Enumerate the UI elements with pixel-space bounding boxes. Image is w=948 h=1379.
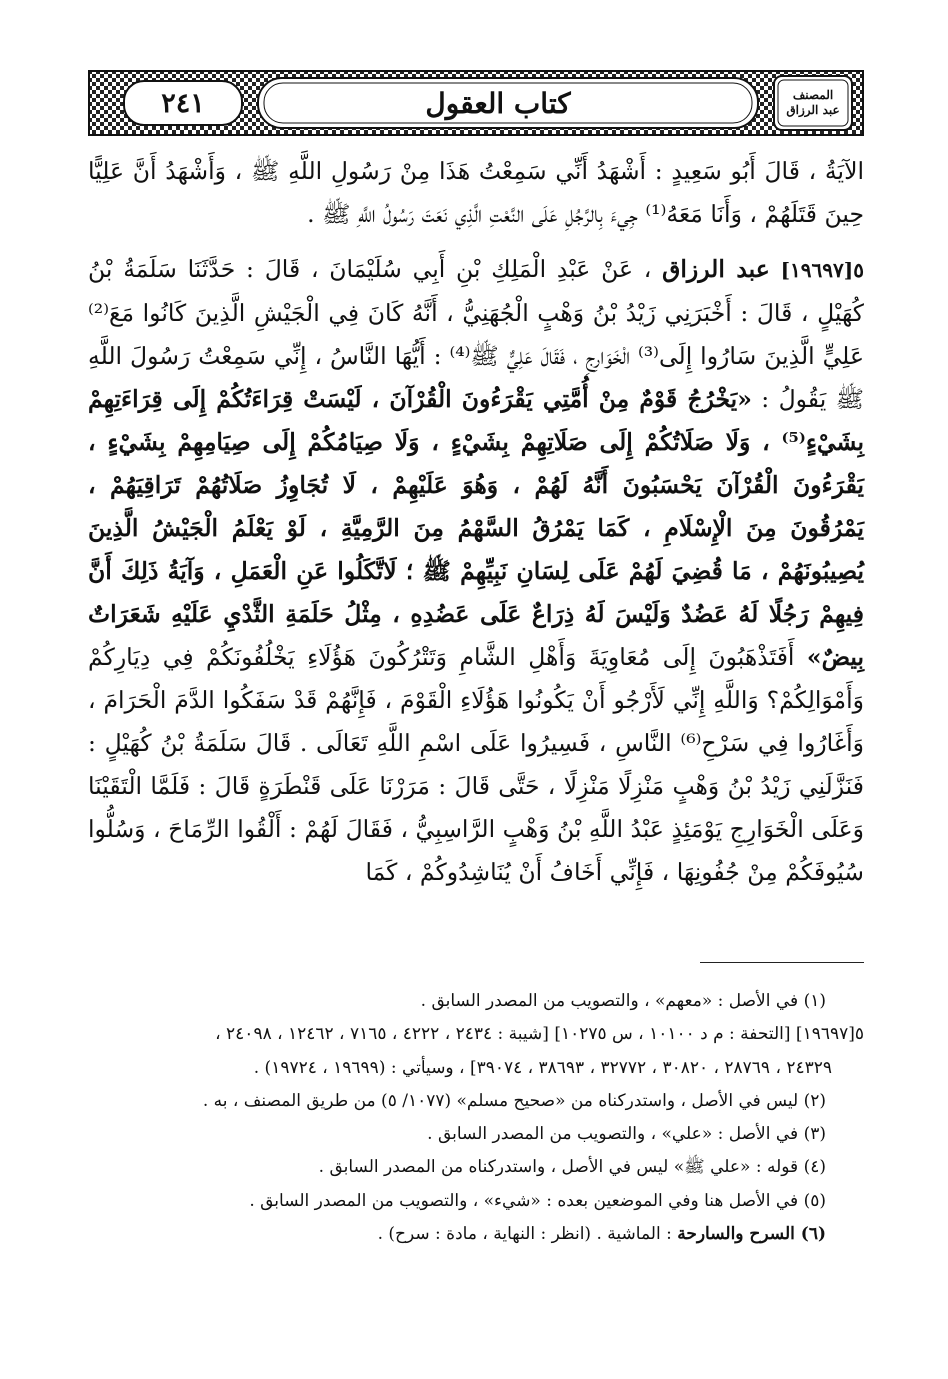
- footnote-2: (٢) ليس في الأصل ، واستدركناه من «صحيح مسلم» (١٠٧٧/ ٥) من طريق المصنف ، به .: [202, 1090, 826, 1111]
- book-emblem: [778, 79, 848, 127]
- paragraph-1: الآيَةُ ، قَالَ أَبُو سَعِيدٍ : أَشْهَدُ أَنِّي سَمِعْتُ هَذَا مِنْ رَسُولِ اللَّهِ ﷺ ، وَأَشْهَدُ أَنَّ عَلِيًّا حِينَ قَتَلَهُمْ ، وَأَنَا مَعَهُ⁽¹⁾ جِيءَ بِالرَّجُلِ عَلَى النَّعْتِ الَّذِي نَعَتَ رَسُولُ اللَّهِ ﷺ .: [88, 157, 864, 228]
- footnote-3: (٣) في الأصل : «علي» ، والتصويب من المصدر السابق .: [427, 1124, 826, 1145]
- footnote-takhrij-line-1: ٥[١٩٦٩٧] [التحفة : م د ١٠١٠٠ ، س ١٠٢٧٥] [شيبة : ٢٤٣٤ ، ٤٢٢٢ ، ٧١٦٥ ، ١٢٤٦٢ ، ٢٤٠٩٨ ،: [215, 1024, 864, 1045]
- footnote-5: (٥) في الأصل هنا وفي الموضعين بعده : «شيء» ، والتصويب من المصدر السابق .: [249, 1190, 826, 1211]
- page-number: ٢٤١: [161, 87, 205, 119]
- hadith-continuation: أَفَتَذْهَبُونَ إِلَى مُعَاوِيَةَ وَأَهْلِ الشَّامِ وَتَتْرُكُونَ هَؤُلَاءِ يَخْلُفُونَكُمْ فِي دِيَارِكُمْ وَأَمْوَالِكُمْ؟ وَاللَّهِ إِنِّي لَأَرْجُو أَنْ يَكُونُوا هَؤُلَاءِ الْقَوْمَ ، فَإِنَّهُمْ قَدْ سَفَكُوا الدَّمَ الْحَرَامَ ، وَأَغَارُوا فِي سَرْحِ⁽⁶⁾ النَّاسِ ، فَسِيرُوا عَلَى اسْمِ اللَّهِ تَعَالَى . قَالَ سَلَمَةُ بْنُ كُهَيْلٍ : فَنَزَّلَنِي زَيْدُ بْنُ وَهْبٍ مَنْزِلًا مَنْزِلًا ، حَتَّى قَالَ : مَرَرْنَا عَلَى قَنْطَرَةٍ قَالَ : فَلَمَّا الْتَقَيْنَا وَعَلَى الْخَوَارِجِ يَوْمَئِذٍ عَبْدُ اللَّهِ بْنُ وَهْبٍ الرَّاسِبِيُّ ، فَقَالَ لَهُمْ : أَلْقُوا الرِّمَاحَ ، وَسُلُّوا سُيُوفَكُمْ مِنْ جُفُونِهَا ، فَإِنِّي أَخَافُ أَنْ يُنَاشِدُوكُمْ ، كَمَا: [88, 643, 864, 886]
- footnote-4: (٤) قوله : «علي ﷺ» ليس في الأصل ، واستدركناه من المصدر السابق .: [318, 1157, 826, 1178]
- hadith-number: ٥[١٩٦٩٧]: [780, 258, 864, 282]
- footnote-divider: [700, 962, 864, 963]
- hadith-chain: ، عَنْ عَبْدِ الْمَلِكِ بْنِ أَبِي سُلَيْمَانَ ، قَالَ : حَدَّثَنَا سَلَمَةُ بْنُ كُهَيْلٍ ، قَالَ : أَخْبَرَنِي زَيْدُ بْنُ وَهْبٍ الْجُهَنِيُّ ، أَنَّهُ كَانَ فِي الْجَيْشِ الَّذِينَ كَانُوا مَعَ⁽²⁾ عَلِيٍّ الَّذِينَ سَارُوا إِلَى⁽³⁾ الْخَوَارِجِ ، فَقَالَ عَلِيٌّ ﷺ⁽⁴⁾ : أَيُّهَا النَّاسُ ، إِنِّي سَمِعْتُ رَسُولَ اللَّهِ ﷺ يَقُولُ :: [88, 255, 865, 413]
- footnote-6-definition: : الماشية . (انظر : النهاية ، مادة : سرح) .: [377, 1224, 672, 1245]
- footnotes: [70, 985, 864, 1251]
- hadith-quote: «يَخْرُجُ قَوْمٌ مِنْ أُمَّتِي يَقْرَءُونَ الْقُرْآنَ ، لَيْسَتْ قِرَاءَتُكُمْ إِلَى قِرَاءَتِهِمْ بِشَيْءٍ⁽⁵⁾ ، وَلَا صَلَاتُكُمْ إِلَى صَلَاتِهِمْ بِشَيْءٍ ، وَلَا صِيَامُكُمْ إِلَى صِيَامِهِمْ بِشَيْءٍ ، يَقْرَءُونَ الْقُرْآنَ يَحْسَبُونَ أَنَّهُ لَهُمْ ، وَهُوَ عَلَيْهِمْ ، لَا تُجَاوِزُ صَلَاتُهُمْ تَرَاقِيَهُمْ ، يَمْرُقُونَ مِنَ الْإِسْلَامِ ، كَمَا يَمْرُقُ السَّهْمُ مِنَ الرَّمِيَّةِ ، لَوْ يَعْلَمُ الْجَيْشُ الَّذِينَ يُصِيبُونَهُمْ ، مَا قُضِيَ لَهُمْ عَلَى لِسَانِ نَبِيِّهِمْ ﷺ ؛ لَاتَّكَلُوا عَنِ الْعَمَلِ ، وَآيَةُ ذَلِكَ أَنَّ فِيهِمْ رَجُلًا لَهُ عَضُدٌ وَلَيْسَ لَهُ ذِرَاعٌ عَلَى عَضُدِهِ ، مِثْلُ حَلَمَةِ الثَّدْيِ عَلَيْهِ شَعَرَاتٌ بِيضٌ»: [88, 385, 864, 671]
- paragraph-2: [88, 248, 864, 894]
- emblem-line-2: عبد الرزاق: [786, 103, 840, 117]
- footnote-takhrij-line-2: ٢٤٣٢٩ ، ٢٨٧٦٩ ، ٣٠٨٢٠ ، ٣٢٧٧٢ ، ٣٨٦٩٣ ، ٣٩٠٧٤] ، وسيأتي : (١٩٦٩٩ ، ١٩٧٢٤) .: [253, 1057, 832, 1078]
- main-text: [88, 150, 864, 894]
- page-header: [88, 70, 864, 136]
- hadith-author: عبد الرزاق: [662, 255, 770, 283]
- emblem-line-1: المصنف: [792, 88, 834, 102]
- footnote-6: [70, 1218, 864, 1251]
- footnote-6-term: (٦) السرح والسارحة: [677, 1224, 826, 1245]
- footnote-1: (١) في الأصل : «معهم» ، والتصويب من المصدر السابق .: [420, 991, 826, 1011]
- book-title: كتاب العقول: [425, 86, 571, 120]
